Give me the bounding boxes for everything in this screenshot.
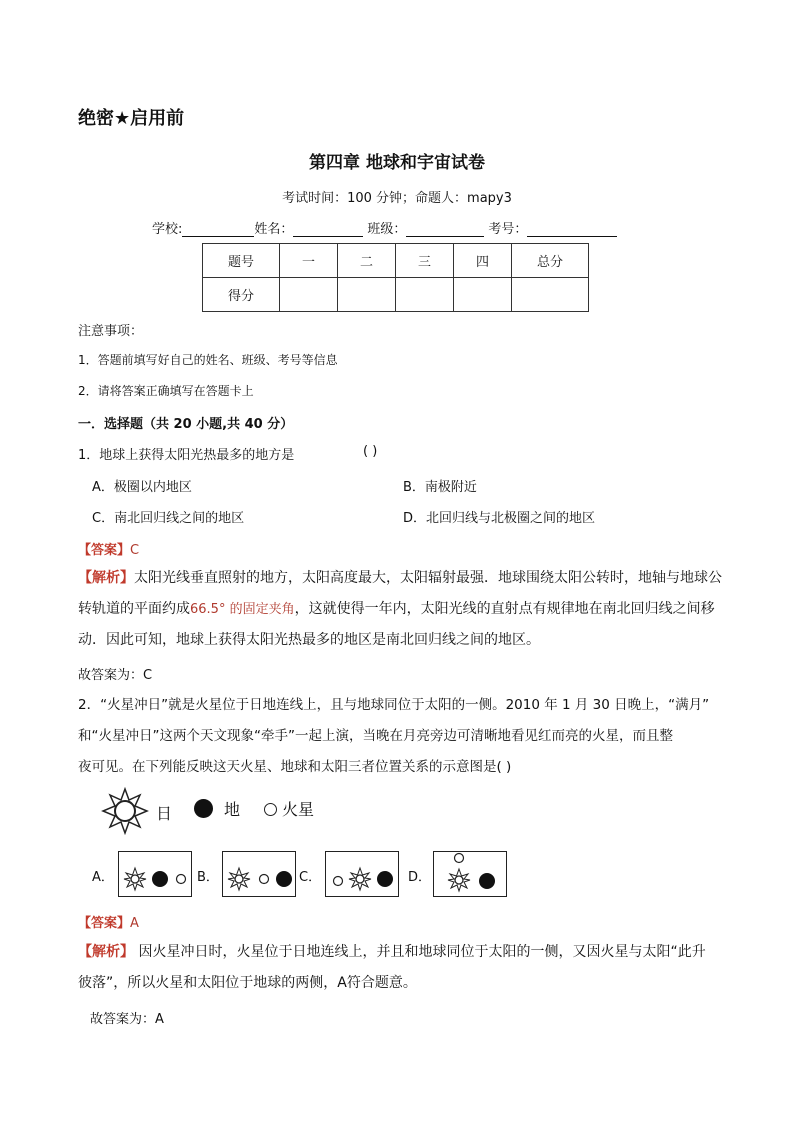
score-table <box>202 243 589 312</box>
mars-legend-label: 火星 <box>282 800 315 819</box>
q1-answer-paren: ( ) <box>363 444 378 459</box>
q1-answer <box>78 539 139 558</box>
score-cell[interactable] <box>454 278 512 312</box>
q2-final-answer: 故答案为：A <box>90 1012 164 1027</box>
score-header-cell: 总分 <box>512 244 589 278</box>
school-label: 学校: <box>152 222 183 237</box>
q1-analysis-text-3: 动．因此可知，地球上获得太阳光热最多的地区是南北回归线之间的地区。 <box>78 632 540 648</box>
class-label: 班级： <box>367 222 407 237</box>
earth-icon <box>377 871 393 887</box>
earth-legend-label: 地 <box>224 800 241 819</box>
q2-option-c-label: C． <box>299 870 322 885</box>
section-1-title: 一．选择题（共 20 小题,共 40 分） <box>78 417 294 432</box>
sun-icon <box>349 868 371 890</box>
score-header-cell: 二 <box>338 244 396 278</box>
score-cell[interactable] <box>338 278 396 312</box>
sun-legend-label: 日 <box>156 804 173 823</box>
exam-info: 考试时间：100 分钟；命题人：mapy3 <box>282 191 512 206</box>
class-field[interactable] <box>406 222 484 237</box>
q1-analysis <box>78 563 722 656</box>
q2-option-b-label: B． <box>197 870 219 885</box>
q2-option-b-diagram <box>222 851 296 897</box>
q1-stem: 1．地球上获得太阳光热最多的地方是 <box>78 448 295 463</box>
q1-analysis-angle: 66.5° 的固定夹角 <box>190 602 295 617</box>
mars-legend-icon <box>264 803 277 816</box>
q1-option-d: D．北回归线与北极圈之间的地区 <box>403 511 596 526</box>
score-table-header-row <box>203 244 589 278</box>
q2-stem-line-1: 2．“火星冲日”就是火星位于日地连线上，且与地球同位于太阳的一侧。2010 年 1 月 30 日晚上，“满月” <box>78 697 710 713</box>
name-label: 姓名： <box>254 222 294 237</box>
q1-analysis-text-2a: 转轨道的平面约成 <box>78 601 190 617</box>
q1-answer-value: C <box>130 543 140 558</box>
notes-item-1: 1．答题前填写好自己的姓名、班级、考号等信息 <box>78 353 338 367</box>
q1-analysis-line-1 <box>78 563 722 594</box>
mars-icon <box>334 877 343 886</box>
q2-analysis-label: 【解析】 <box>78 944 134 960</box>
q2-option-a-label: A． <box>92 870 114 885</box>
q2-analysis-line-1 <box>78 937 718 968</box>
q2-analysis <box>78 937 718 999</box>
q2-stem-line-3: 夜可见。在下列能反映这天火星、地球和太阳三者位置关系的示意图是( ) <box>78 759 512 775</box>
q1-analysis-line-2 <box>78 594 718 625</box>
q1-answer-label: 【答案】 <box>78 543 131 558</box>
sun-legend-icon <box>101 787 149 835</box>
mars-icon <box>177 875 186 884</box>
q1-analysis-label: 【解析】 <box>78 570 134 586</box>
score-header-cell: 四 <box>454 244 512 278</box>
q2-stem-line-2: 和“火星冲日”这两个天文现象“牵手”一起上演，当晚在月亮旁边可清晰地看见红而亮的火星，而且整 <box>78 728 673 744</box>
page-title: 第四章 地球和宇宙试卷 <box>309 153 485 173</box>
score-cell[interactable] <box>280 278 338 312</box>
score-row-label: 得分 <box>203 278 280 312</box>
earth-icon <box>276 871 292 887</box>
earth-legend-icon <box>194 799 213 818</box>
q1-option-b: B．南极附近 <box>403 480 477 495</box>
q2-stem <box>78 690 718 783</box>
number-field[interactable] <box>527 222 617 237</box>
number-label: 考号： <box>488 222 528 237</box>
earth-icon <box>152 871 168 887</box>
name-field[interactable] <box>293 222 363 237</box>
score-header-cell: 题号 <box>203 244 280 278</box>
q2-answer-label: 【答案】 <box>78 916 131 931</box>
q2-analysis-line-2: 彼落”，所以火星和太阳位于地球的两侧，A符合题意。 <box>78 975 417 991</box>
q2-option-a-diagram <box>118 851 192 897</box>
earth-icon <box>479 873 495 889</box>
score-header-cell: 一 <box>280 244 338 278</box>
mars-icon <box>260 875 269 884</box>
school-field[interactable] <box>182 222 254 237</box>
q1-option-c: C．南北回归线之间的地区 <box>92 511 245 526</box>
confidential-label: 绝密★启用前 <box>78 108 185 129</box>
sun-icon <box>124 868 146 890</box>
score-header-cell: 三 <box>396 244 454 278</box>
q2-analysis-text-1: 因火星冲日时，火星位于日地连线上，并且和地球同位于太阳的一侧，又因火星与太阳“此升 <box>134 944 706 960</box>
score-cell[interactable] <box>396 278 454 312</box>
student-info-row <box>152 218 617 237</box>
q1-analysis-text-1: 太阳光线垂直照射的地方，太阳高度最大，太阳辐射最强．地球围绕太阳公转时，地轴与地球公 <box>134 570 722 586</box>
sun-icon <box>228 868 250 890</box>
q2-option-d-label: D． <box>408 870 432 885</box>
score-cell[interactable] <box>512 278 589 312</box>
q1-analysis-text-2c: ，这就使得一年内，太阳光线的直射点有规律地在南北回归线之间移 <box>294 601 715 617</box>
q2-answer-value: A <box>130 916 139 931</box>
score-table-score-row <box>203 278 589 312</box>
mars-icon <box>455 854 464 863</box>
q2-option-d-diagram <box>433 851 507 897</box>
q1-option-a: A．极圈以内地区 <box>92 480 192 495</box>
notes-item-2: 2．请将答案正确填写在答题卡上 <box>78 384 254 398</box>
sun-icon <box>448 869 470 891</box>
notes-title: 注意事项： <box>78 324 144 339</box>
q2-option-c-diagram <box>325 851 399 897</box>
q1-final-answer: 故答案为：C <box>78 668 153 683</box>
q2-answer <box>78 912 139 931</box>
q1-analysis-line-3 <box>78 625 718 656</box>
